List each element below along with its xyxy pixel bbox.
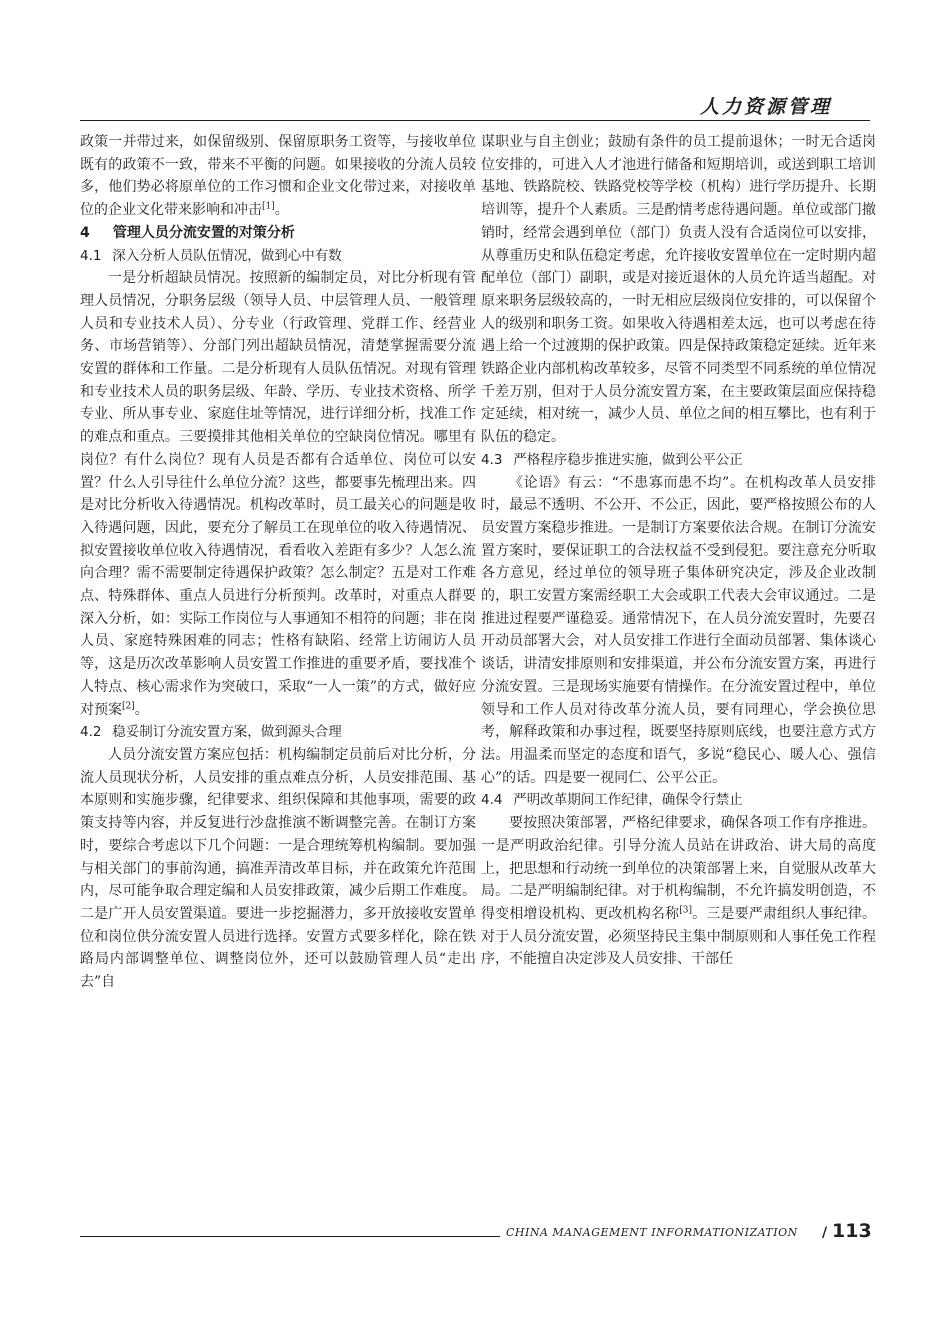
section-heading-4-3: 4.3 严格程序稳步推进实施，做到公平公正	[481, 451, 743, 468]
section-heading-4-1: 4.1 深入分析人员队伍情况，做到心中有数	[80, 247, 342, 264]
paragraph: 《论语》有云：“不患寡而患不均”。在机构改革人员安排时，最忌不透明、不公开、不公正，因此，要严格按照公布的人员安置方案稳步推进。一是制订方案要依法合规。在制订分流安置方案时，要保证职工的合法权益不受到侵犯。要注意充分听取各方意见，经过单位的领导班子集体研究决定，涉及企业改制的，职工安置方案需经职工大会或职工代表大会审议通过。二是推进过程要严谨稳妥。通常情况下，在人员分流安置时，先要召开动员部署大会，对人员安排工作进行全面动员部署、集体谈心谈话，讲清安排原则和安排渠道，并公布分流安置方案，再进行分流安置。三是现场实施要有情操作。在分流安置过程中，单位领导和工作人员对待改革分流人员，要有同理心，学会换位思考，解释政策和办事过程，既要坚持原则底线，也要注意方式方法。用温柔而坚定的态度和语气，多说“稳民心、暖人心、强信心”的话。四是要一视同仁、公平公正。	[481, 474, 876, 786]
citation-ref: [1]	[262, 201, 275, 212]
paragraph: 政策一并带过来，如保留级别、保留原职务工资等，与接收单位既有的政策不一致，带来不平衡的问题。如果接收的分流人员较多，他们势必将原单位的工作习惯和企业文化带过来，对接收单位的企业文化带来影响和冲击[1]。	[80, 134, 476, 219]
section-heading-4-4: 4.4 严明改革期间工作纪律，确保令行禁止	[481, 792, 743, 809]
footer-rule	[80, 1236, 500, 1237]
journal-section-title: 人力资源管理	[699, 96, 832, 118]
section-heading-4-2: 4.2 稳妥制订分流安置方案，做到源头合理	[80, 724, 342, 741]
citation-ref: [3]	[679, 905, 692, 916]
right-column	[481, 131, 876, 971]
paragraph: 一是分析超缺员情况。按照新的编制定员，对比分析现有管理人员情况，分职务层级（领导人员、中层管理人员、一般管理人员和专业技术人员）、分专业（行政管理、党群工作、经营业务、市场营销等）、分部门列出超缺员情况，清楚掌握需要分流安置的群体和工作量。二是分析现有人员队伍情况。对现有管理和专业技术人员的职务层级、年龄、学历、专业技术资格、所学专业、所从事专业、家庭住址等情况，进行详细分析，找准工作的难点和重点。三要摸排其他相关单位的空缺岗位情况。哪里有岗位？有什么岗位？现有人员是否都有合适单位、岗位可以安置？什么人引导往什么单位分流？这些，都要事先梳理出来。四是对比分析收入待遇情况。机构改革时，员工最关心的问题是收入待遇问题，因此，要充分了解员工在现单位的收入待遇情况、拟安置接收单位收入待遇情况，看看收入差距有多少？人怎么流向合理？需不需要制定待遇保护政策？怎么制定？五是对工作难点、特殊群体、重点人员进行分析预判。改革时，对重点人群要深入分析，如：实际工作岗位与人事通知不相符的问题；非在岗人员、家庭特殊困难的同志；性格有缺陷、经常上访闹访人员等，这是历次改革影响人员安置工作推进的重要矛盾，要找准个人特点、核心需求作为突破口，采取“一人一策”的方式，做好应对预案[2]。	[80, 270, 476, 718]
section-heading-4: 4 管理人员分流安置的对策分析	[80, 224, 295, 241]
paragraph: 谋职业与自主创业；鼓励有条件的员工提前退休；一时无合适岗位安排的，可进入人才池进行储备和短期培训，或送到职工培训基地、铁路院校、铁路党校等学校（机构）进行学历提升、长期培训等，提升个人素质。三是酌情考虑待遇问题。单位或部门撤销时，经常会遇到单位（部门）负责人没有合适岗位可以安排，从尊重历史和队伍稳定考虑，允许接收安置单位在一定时期内超配单位（部门）副职，或是对接近退休的人员允许适当超配。对原来职务层级较高的，一时无相应层级岗位安排的，可以保留个人的级别和职务工资。如果收入待遇相差太远，也可以考虑在待遇上给一个过渡期的保护政策。四是保持政策稳定延续。近年来铁路企业内部机构改革较多，尽管不同类型不同系统的单位情况千差万别，但对于人员分流安置方案，在主要政策层面应保持稳定延续，相对统一，减少人员、单位之间的相互攀比，也有利于队伍的稳定。	[481, 134, 876, 446]
page-number: 113	[832, 1220, 872, 1242]
paragraph: 要按照决策部署，严格纪律要求，确保各项工作有序推进。一是严明政治纪律。引导分流人员站在讲政治、讲大局的高度上，把思想和行动统一到单位的决策部署上来，自觉服从改革大局。二是严明编制纪律。对于机构编制，不允许搞发明创造，不得变相增设机构、更改机构名称[3]。三是要严肃组织人事纪律。对于人员分流安置，必须坚持民主集中制原则和人事任免工作程序，不能擅自决定涉及人员安排、干部任	[481, 815, 876, 968]
footer-separator: /	[822, 1225, 828, 1241]
journal-name: CHINA MANAGEMENT INFORMATIONIZATION	[506, 1226, 798, 1239]
left-column	[80, 131, 476, 994]
header-rule	[80, 120, 870, 121]
paragraph: 人员分流安置方案应包括：机构编制定员前后对比分析，分流人员现状分析，人员安排的重点难点分析，人员安排范围、基本原则和实施步骤，纪律要求、组织保障和其他事项，需要的政策支持等内容，并反复进行沙盘推演不断调整完善。在制订方案时，要综合考虑以下几个问题：一是合理统筹机构编制。要加强与相关部门的事前沟通，搞准弄清改革目标，并在政策允许范围内，尽可能争取合理定编和人员安排政策，减少后期工作难度。二是广开人员安置渠道。要进一步挖掘潜力，多开放接收安置单位和岗位供分流安置人员进行选择。安置方式要多样化，除在铁路局内部调整单位、调整岗位外，还可以鼓励管理人员“走出去”自	[80, 746, 476, 991]
citation-ref: [2]	[122, 700, 135, 711]
